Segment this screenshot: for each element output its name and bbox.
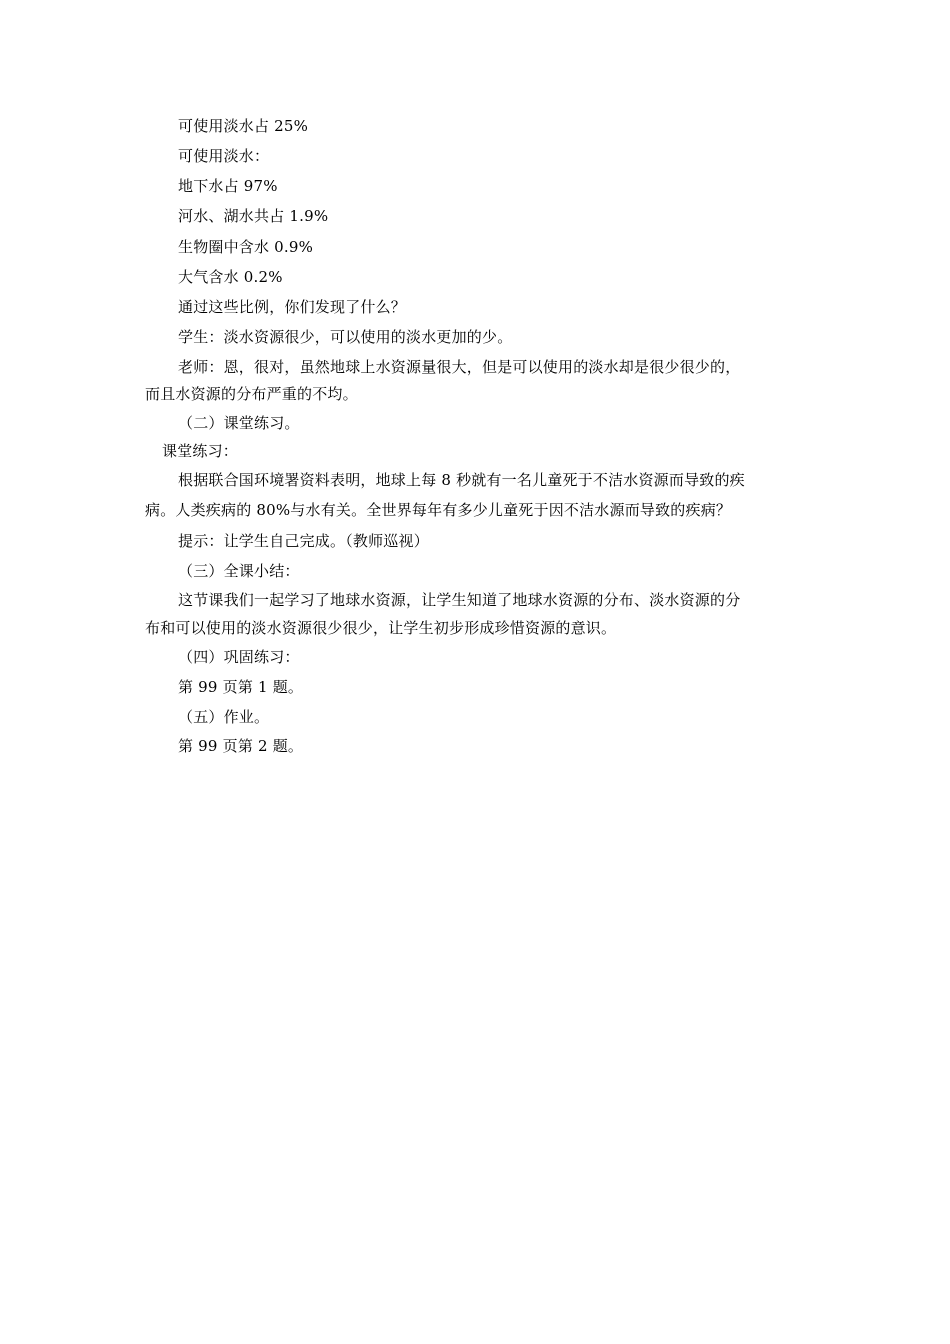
section-heading-consolidation: （四）巩固练习： <box>178 648 300 666</box>
section-heading-practice: （二）课堂练习。 <box>178 414 300 432</box>
section-heading-homework: （五）作业。 <box>178 708 270 726</box>
text-line-practice-label: 课堂练习： <box>162 442 239 460</box>
text-line-summary-2: 布和可以使用的淡水资源很少很少，让学生初步形成珍惜资源的意识。 <box>145 619 617 637</box>
text-line-hint: 提示：让学生自己完成。（教师巡视） <box>178 532 429 550</box>
text-line-question: 通过这些比例，你们发现了什么？ <box>178 298 407 316</box>
text-line-atmosphere: 大气含水 0.2% <box>178 268 283 286</box>
text-line-rivers-lakes: 河水、湖水共占 1.9% <box>178 207 329 225</box>
text-line-exercise-2: 第 99 页第 2 题。 <box>178 737 304 755</box>
text-line-summary-1: 这节课我们一起学习了地球水资源，让学生知道了地球水资源的分布、淡水资源的分 <box>178 591 741 609</box>
section-heading-summary: （三）全课小结： <box>178 562 300 580</box>
text-line-biosphere: 生物圈中含水 0.9% <box>178 238 314 256</box>
text-line-un-report-1: 根据联合国环境署资料表明，地球上每 8 秒就有一名儿童死于不洁水资源而导致的疾 <box>178 471 745 489</box>
text-line-un-report-2: 病。人类疾病的 80%与水有关。全世界每年有多少儿童死于因不洁水源而导致的疾病？ <box>145 501 732 519</box>
text-line-student-answer: 学生：淡水资源很少，可以使用的淡水更加的少。 <box>178 328 513 346</box>
text-line-teacher-1: 老师：恩，很对，虽然地球上水资源量很大，但是可以使用的淡水却是很少很少的， <box>178 358 741 376</box>
text-line-groundwater: 地下水占 97% <box>178 177 278 195</box>
text-line-fresh-water-usable: 可使用淡水占 25% <box>178 117 309 135</box>
text-line-usable-fresh-water-heading: 可使用淡水： <box>178 147 270 165</box>
text-line-exercise-1: 第 99 页第 1 题。 <box>178 678 304 696</box>
text-line-teacher-2: 而且水资源的分布严重的不均。 <box>145 385 358 403</box>
